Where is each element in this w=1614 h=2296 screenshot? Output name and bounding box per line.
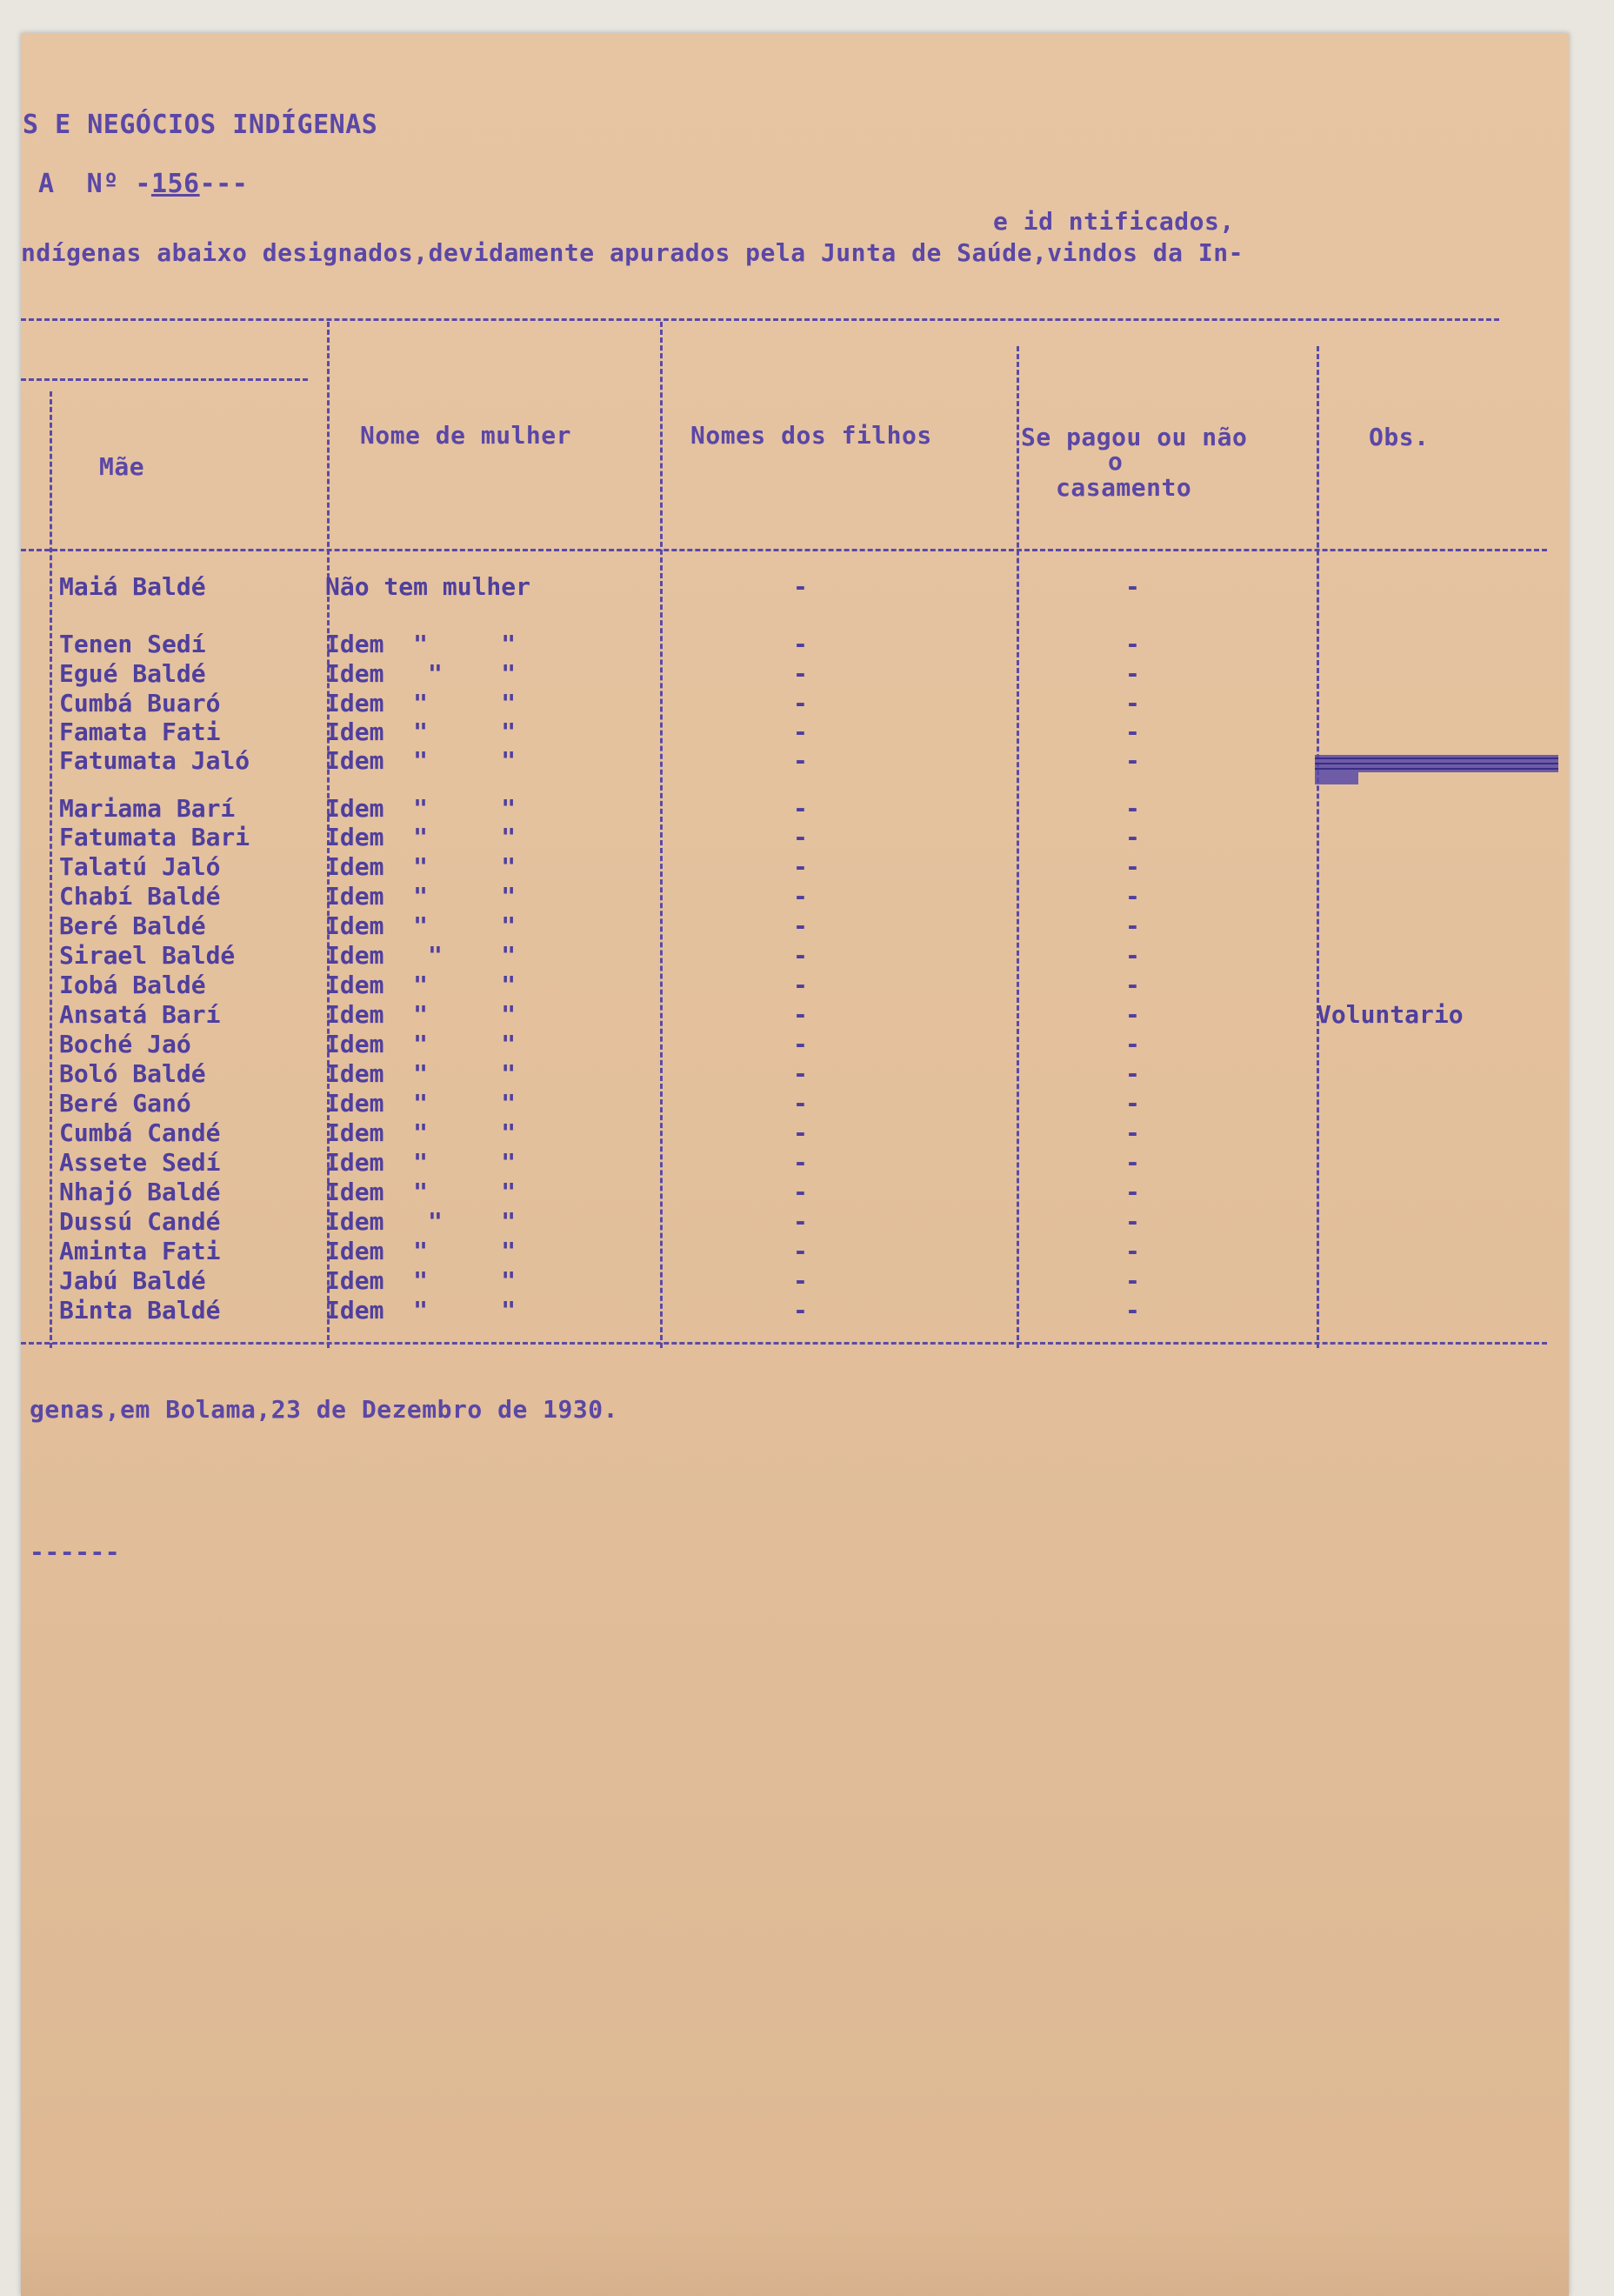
column-divider-2: [660, 322, 663, 1348]
cell-pagou: -: [1125, 1266, 1140, 1295]
cell-mae: Egué Baldé: [59, 659, 206, 688]
cell-mae: Famata Fati: [59, 718, 221, 746]
cell-filhos: -: [793, 1237, 808, 1265]
header-pagou-line3: casamento: [1056, 473, 1192, 502]
cell-mulher: Idem " ": [325, 1148, 517, 1177]
column-divider-4: [1317, 346, 1319, 1348]
document-number: [38, 169, 248, 199]
struck-out-text: [1315, 751, 1563, 788]
cell-filhos: -: [793, 746, 808, 775]
cell-pagou: -: [1125, 971, 1140, 999]
cell-mae: Ansatá Barí: [59, 1000, 221, 1029]
cell-mulher: Idem " ": [325, 1207, 517, 1236]
cell-mulher: Idem " ": [325, 941, 517, 970]
cell-mae: Boló Baldé: [59, 1059, 206, 1088]
cell-pagou: -: [1125, 911, 1140, 940]
cell-mulher: Idem " ": [325, 746, 517, 775]
cell-mae: Aminta Fati: [59, 1237, 221, 1265]
department-heading: S E NEGÓCIOS INDÍGENAS: [23, 110, 378, 140]
cell-mulher: Idem " ": [325, 882, 517, 911]
cell-mulher: Idem " ": [325, 659, 517, 688]
cell-pagou: -: [1125, 941, 1140, 970]
cell-mulher: Idem " ": [325, 1089, 517, 1118]
cell-pagou: -: [1125, 572, 1140, 601]
column-divider-left: [50, 391, 52, 1348]
cell-mae: Binta Baldé: [59, 1296, 221, 1325]
cell-mulher: Idem " ": [325, 718, 517, 746]
cell-mae: Iobá Baldé: [59, 971, 206, 999]
cell-mulher: Idem " ": [325, 852, 517, 881]
cell-pagou: -: [1125, 630, 1140, 658]
cell-mae: Fatumata Jaló: [59, 746, 250, 775]
cell-filhos: -: [793, 1266, 808, 1295]
footer-rule: ------: [30, 1538, 121, 1566]
cell-mulher: Idem " ": [325, 1000, 517, 1029]
number-label: A Nº -: [38, 169, 151, 199]
cell-filhos: -: [793, 1059, 808, 1088]
cell-pagou: -: [1125, 852, 1140, 881]
header-obs: Obs.: [1369, 423, 1430, 451]
cell-filhos: -: [793, 659, 808, 688]
cell-filhos: -: [793, 1207, 808, 1236]
cell-pagou: -: [1125, 746, 1140, 775]
cell-mulher: Idem " ": [325, 689, 517, 718]
cell-mulher: Idem " ": [325, 823, 517, 851]
header-filhos: Nomes dos filhos: [690, 421, 932, 450]
intro-line: ndígenas abaixo designados,devidamente apurados pela Junta de Saúde,vindos da In-: [21, 238, 1244, 267]
cell-mulher: Idem " ": [325, 911, 517, 940]
number-value: 156: [150, 169, 200, 199]
cell-filhos: -: [793, 882, 808, 911]
cell-mulher: Idem " ": [325, 971, 517, 999]
cell-mae: Fatumata Bari: [59, 823, 250, 851]
cell-filhos: -: [793, 1118, 808, 1147]
cell-mae: Chabí Baldé: [59, 882, 221, 911]
cell-mulher: Idem " ": [325, 1059, 517, 1088]
cell-pagou: -: [1125, 882, 1140, 911]
cell-mulher: Idem " ": [325, 794, 517, 823]
date-line: genas,em Bolama,23 de Dezembro de 1930.: [30, 1395, 618, 1424]
cell-mulher: Não tem mulher: [325, 572, 531, 601]
cell-mulher: Idem " ": [325, 630, 517, 658]
insert-note: e id ntificados,: [993, 207, 1235, 236]
cell-mulher: Idem " ": [325, 1296, 517, 1325]
number-suffix: ---: [199, 169, 249, 199]
cell-pagou: -: [1125, 1059, 1140, 1088]
cell-pagou: -: [1125, 1296, 1140, 1325]
header-mae: Mãe: [99, 452, 145, 481]
cell-filhos: -: [793, 1000, 808, 1029]
column-divider-3: [1017, 346, 1019, 1348]
cell-mae: Nhajó Baldé: [59, 1178, 221, 1206]
cell-pagou: -: [1125, 659, 1140, 688]
cell-mae: Tenen Sedí: [59, 630, 206, 658]
cell-mae: Boché Jaó: [59, 1030, 191, 1058]
cell-mae: Sirael Baldé: [59, 941, 236, 970]
cell-mae: Talatú Jaló: [59, 852, 221, 881]
cell-pagou: -: [1125, 1178, 1140, 1206]
cell-filhos: -: [793, 971, 808, 999]
cell-filhos: -: [793, 1030, 808, 1058]
document-sheet: [21, 33, 1569, 2296]
cell-pagou: -: [1125, 1148, 1140, 1177]
cell-filhos: -: [793, 1089, 808, 1118]
cell-mulher: Idem " ": [325, 1266, 517, 1295]
cell-filhos: -: [793, 572, 808, 601]
cell-mulher: Idem " ": [325, 1118, 517, 1147]
header-pagou-line2: o: [1108, 447, 1124, 476]
cell-filhos: -: [793, 794, 808, 823]
cell-filhos: -: [793, 823, 808, 851]
cell-mae: Beré Baldé: [59, 911, 206, 940]
cell-mae: Assete Sedí: [59, 1148, 221, 1177]
cell-filhos: -: [793, 718, 808, 746]
cell-mulher: Idem " ": [325, 1178, 517, 1206]
cell-mae: Mariama Barí: [59, 794, 236, 823]
cell-pagou: -: [1125, 1000, 1140, 1029]
cell-filhos: -: [793, 852, 808, 881]
cell-mae: Cumbá Candé: [59, 1118, 221, 1147]
cell-mae: Jabú Baldé: [59, 1266, 206, 1295]
cell-pagou: -: [1125, 1207, 1140, 1236]
cell-mae: Maiá Baldé: [59, 572, 206, 601]
cell-filhos: -: [793, 911, 808, 940]
cell-obs: Voluntario: [1317, 1000, 1464, 1029]
cell-pagou: -: [1125, 1089, 1140, 1118]
cell-pagou: -: [1125, 794, 1140, 823]
cell-mae: Beré Ganó: [59, 1089, 191, 1118]
cell-pagou: -: [1125, 689, 1140, 718]
cell-filhos: -: [793, 941, 808, 970]
table-top-rule: [21, 318, 1499, 321]
cell-filhos: -: [793, 689, 808, 718]
cell-filhos: -: [793, 1296, 808, 1325]
cell-mulher: Idem " ": [325, 1030, 517, 1058]
cell-pagou: -: [1125, 1118, 1140, 1147]
mae-header-rule: [21, 378, 308, 381]
cell-pagou: -: [1125, 1237, 1140, 1265]
cell-filhos: -: [793, 1178, 808, 1206]
header-pagou-line1: Se pagou ou não: [1021, 423, 1248, 451]
cell-mulher: Idem " ": [325, 1237, 517, 1265]
cell-pagou: -: [1125, 1030, 1140, 1058]
cell-pagou: -: [1125, 823, 1140, 851]
cell-mae: Dussú Candé: [59, 1207, 221, 1236]
cell-filhos: -: [793, 630, 808, 658]
cell-filhos: -: [793, 1148, 808, 1177]
cell-mae: Cumbá Buaró: [59, 689, 221, 718]
cell-pagou: -: [1125, 718, 1140, 746]
header-mulher: Nome de mulher: [360, 421, 572, 450]
